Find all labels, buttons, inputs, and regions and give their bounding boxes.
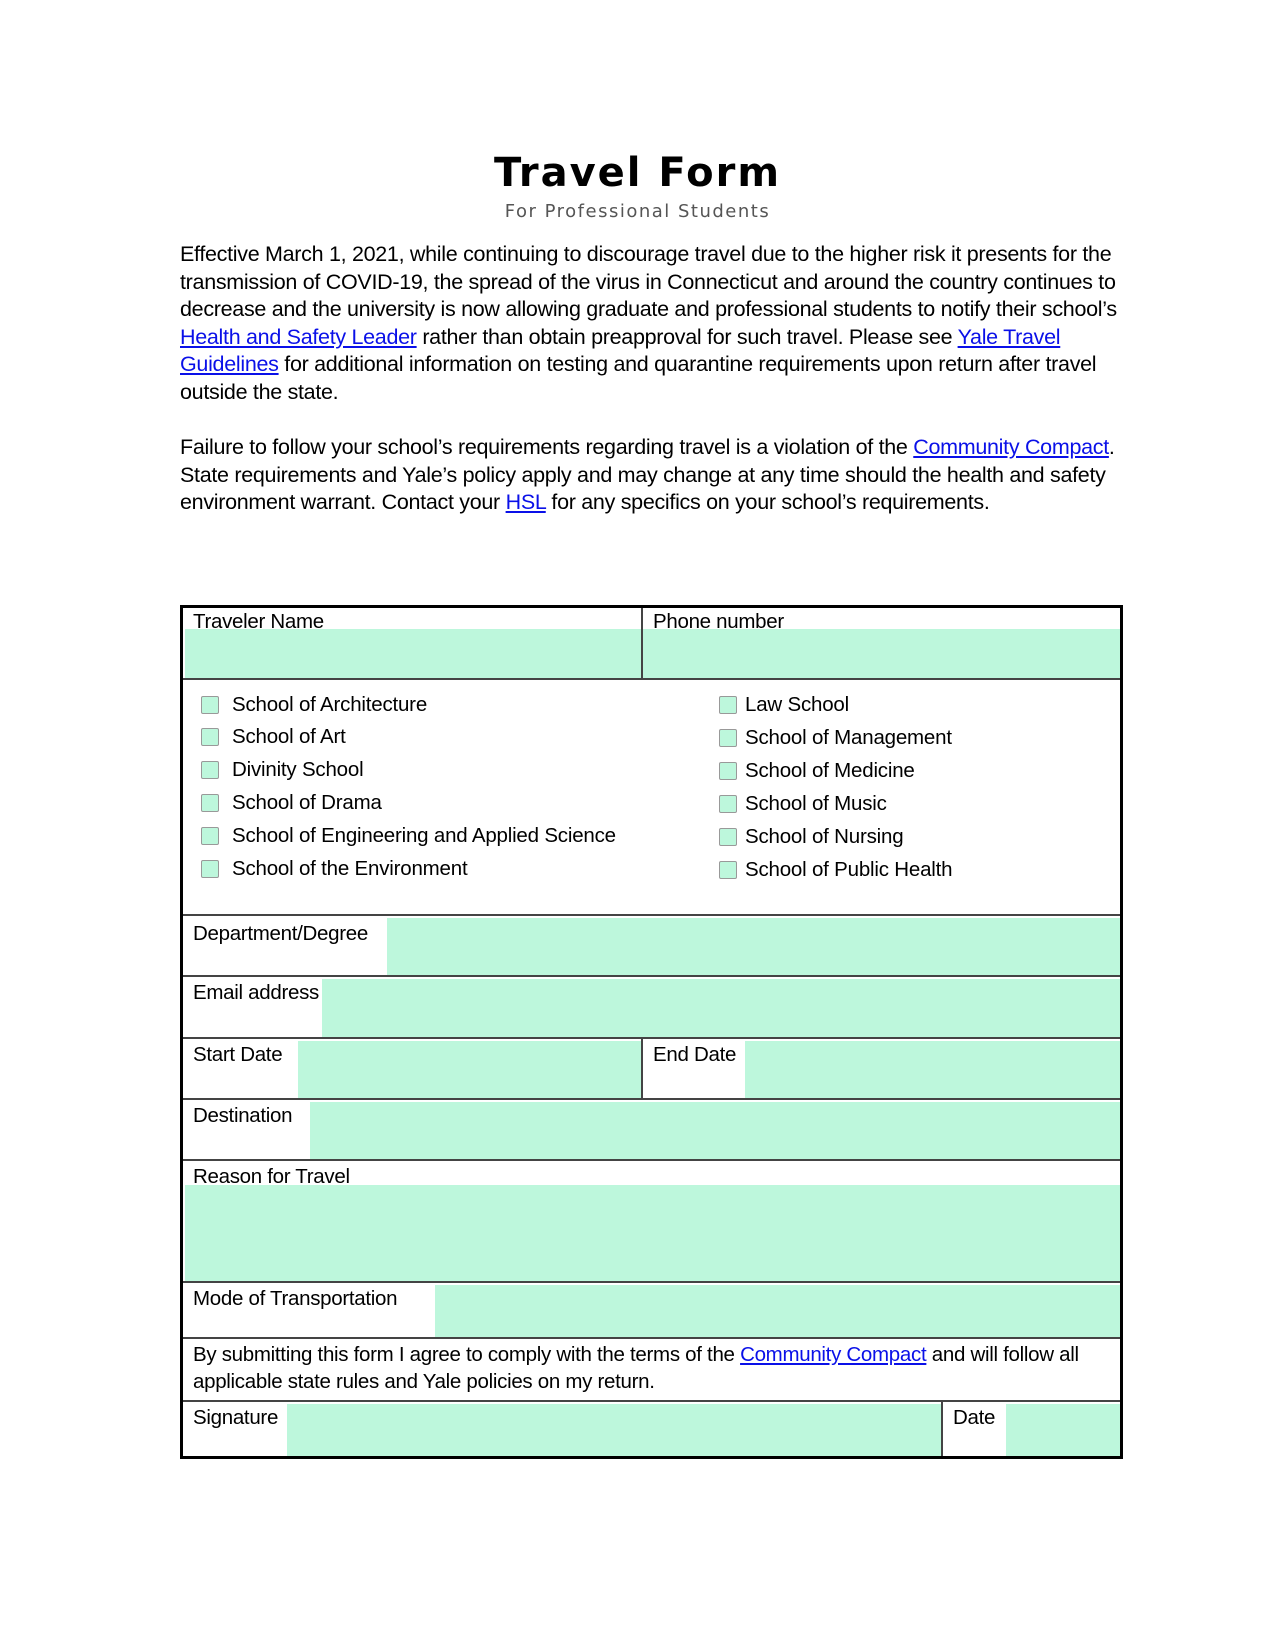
department-label: Department/Degree xyxy=(193,922,368,945)
school-nursing-checkbox[interactable]: School of Nursing xyxy=(719,825,903,849)
traveler-name-input[interactable] xyxy=(185,629,641,678)
checkbox-icon[interactable] xyxy=(719,795,737,813)
checkbox-icon[interactable] xyxy=(201,761,219,779)
school-architecture-checkbox[interactable]: School of Architecture xyxy=(201,693,427,717)
school-drama-checkbox[interactable]: School of Drama xyxy=(201,791,382,815)
email-row xyxy=(183,977,1120,1039)
school-management-checkbox[interactable]: School of Management xyxy=(719,726,952,750)
signature-date-label: Date xyxy=(953,1406,996,1429)
department-row xyxy=(183,916,1120,977)
department-input[interactable] xyxy=(387,918,1120,975)
destination-label: Destination xyxy=(193,1104,293,1127)
page-subtitle: For Professional Students xyxy=(504,201,771,222)
end-date-cell xyxy=(643,1039,1120,1098)
health-safety-leader-link[interactable]: Health and Safety Leader xyxy=(180,324,417,349)
school-medicine-checkbox[interactable]: School of Medicine xyxy=(719,759,915,783)
schools-row xyxy=(183,680,1120,916)
phone-input[interactable] xyxy=(643,629,1120,678)
checkbox-icon[interactable] xyxy=(719,828,737,846)
signature-label: Signature xyxy=(193,1406,279,1429)
checkbox-icon[interactable] xyxy=(201,696,219,714)
page-title: Travel Form xyxy=(493,150,782,196)
school-art-checkbox[interactable]: School of Art xyxy=(201,725,346,749)
consent-row xyxy=(183,1339,1120,1402)
destination-row xyxy=(183,1100,1120,1161)
intro-paragraph-2: Failure to follow your school’s requirements regarding travel is a violation of the Community Compact. State requirements and Yale’s policy apply and may change at any time should the health and safety environment warrant. Contact your HSL for any specifics on your school’s requirements. xyxy=(180,435,1115,515)
phone-cell xyxy=(643,608,1120,678)
email-label: Email address xyxy=(193,981,319,1004)
checkbox-icon[interactable] xyxy=(201,827,219,845)
school-music-checkbox[interactable]: School of Music xyxy=(719,792,887,816)
traveler-name-label: Traveler Name xyxy=(193,610,324,633)
name-phone-row xyxy=(183,608,1120,680)
end-date-label: End Date xyxy=(653,1043,737,1066)
phone-label: Phone number xyxy=(653,610,784,633)
hsl-link[interactable]: HSL xyxy=(505,490,546,515)
checkbox-icon[interactable] xyxy=(719,861,737,879)
checkbox-icon[interactable] xyxy=(719,729,737,747)
law-school-checkbox[interactable]: Law School xyxy=(719,693,849,717)
checkbox-icon[interactable] xyxy=(201,728,219,746)
reason-row xyxy=(183,1161,1120,1283)
community-compact-link[interactable]: Community Compact xyxy=(913,435,1109,459)
checkbox-icon[interactable] xyxy=(719,696,737,714)
divinity-school-checkbox[interactable]: Divinity School xyxy=(201,758,363,782)
consent-community-compact-link[interactable]: Community Compact xyxy=(740,1343,927,1366)
destination-input[interactable] xyxy=(310,1102,1120,1159)
yale-travel-guidelines-link[interactable]: Yale Travel Guidelines xyxy=(180,324,1061,377)
school-environment-checkbox[interactable]: School of the Environment xyxy=(201,857,467,881)
school-public-health-checkbox[interactable]: School of Public Health xyxy=(719,858,952,882)
end-date-input[interactable] xyxy=(745,1041,1120,1098)
reason-label: Reason for Travel xyxy=(193,1165,350,1188)
reason-input[interactable] xyxy=(185,1185,1120,1281)
consent-text: By submitting this form I agree to comply with the terms of the Community Compact and will follow all applicable state rules and Yale policies on my return. xyxy=(193,1343,1079,1393)
checkbox-icon[interactable] xyxy=(201,860,219,878)
start-date-input[interactable] xyxy=(298,1041,641,1098)
signature-row xyxy=(183,1402,1120,1456)
signature-cell xyxy=(183,1402,943,1456)
intro-paragraph-1: Effective March 1, 2021, while continuing to discourage travel due to the higher risk it presents for the transmission of COVID-19, the spread of the virus in Connecticut and around the country continues to decrease and the university is now allowing graduate and professional students to notify their school’s Health and Safety Leader rather than obtain preapproval for such travel. Please see Yale Travel Guidelines for additional information on testing and quarantine requirements upon return after travel outside the state. xyxy=(180,242,1117,404)
checkbox-icon[interactable] xyxy=(719,762,737,780)
traveler-name-cell xyxy=(183,608,643,678)
signature-date-input[interactable] xyxy=(1006,1404,1120,1456)
email-input[interactable] xyxy=(322,979,1120,1037)
dates-row xyxy=(183,1039,1120,1100)
checkbox-icon[interactable] xyxy=(201,794,219,812)
school-engineering-checkbox[interactable]: School of Engineering and Applied Science xyxy=(201,824,616,848)
signature-input[interactable] xyxy=(287,1404,941,1456)
signature-date-cell xyxy=(943,1402,1120,1456)
transport-label: Mode of Transportation xyxy=(193,1287,398,1310)
transport-row xyxy=(183,1283,1120,1339)
travel-form xyxy=(180,605,1123,1459)
start-date-label: Start Date xyxy=(193,1043,283,1066)
transport-input[interactable] xyxy=(435,1285,1120,1337)
start-date-cell xyxy=(183,1039,643,1098)
